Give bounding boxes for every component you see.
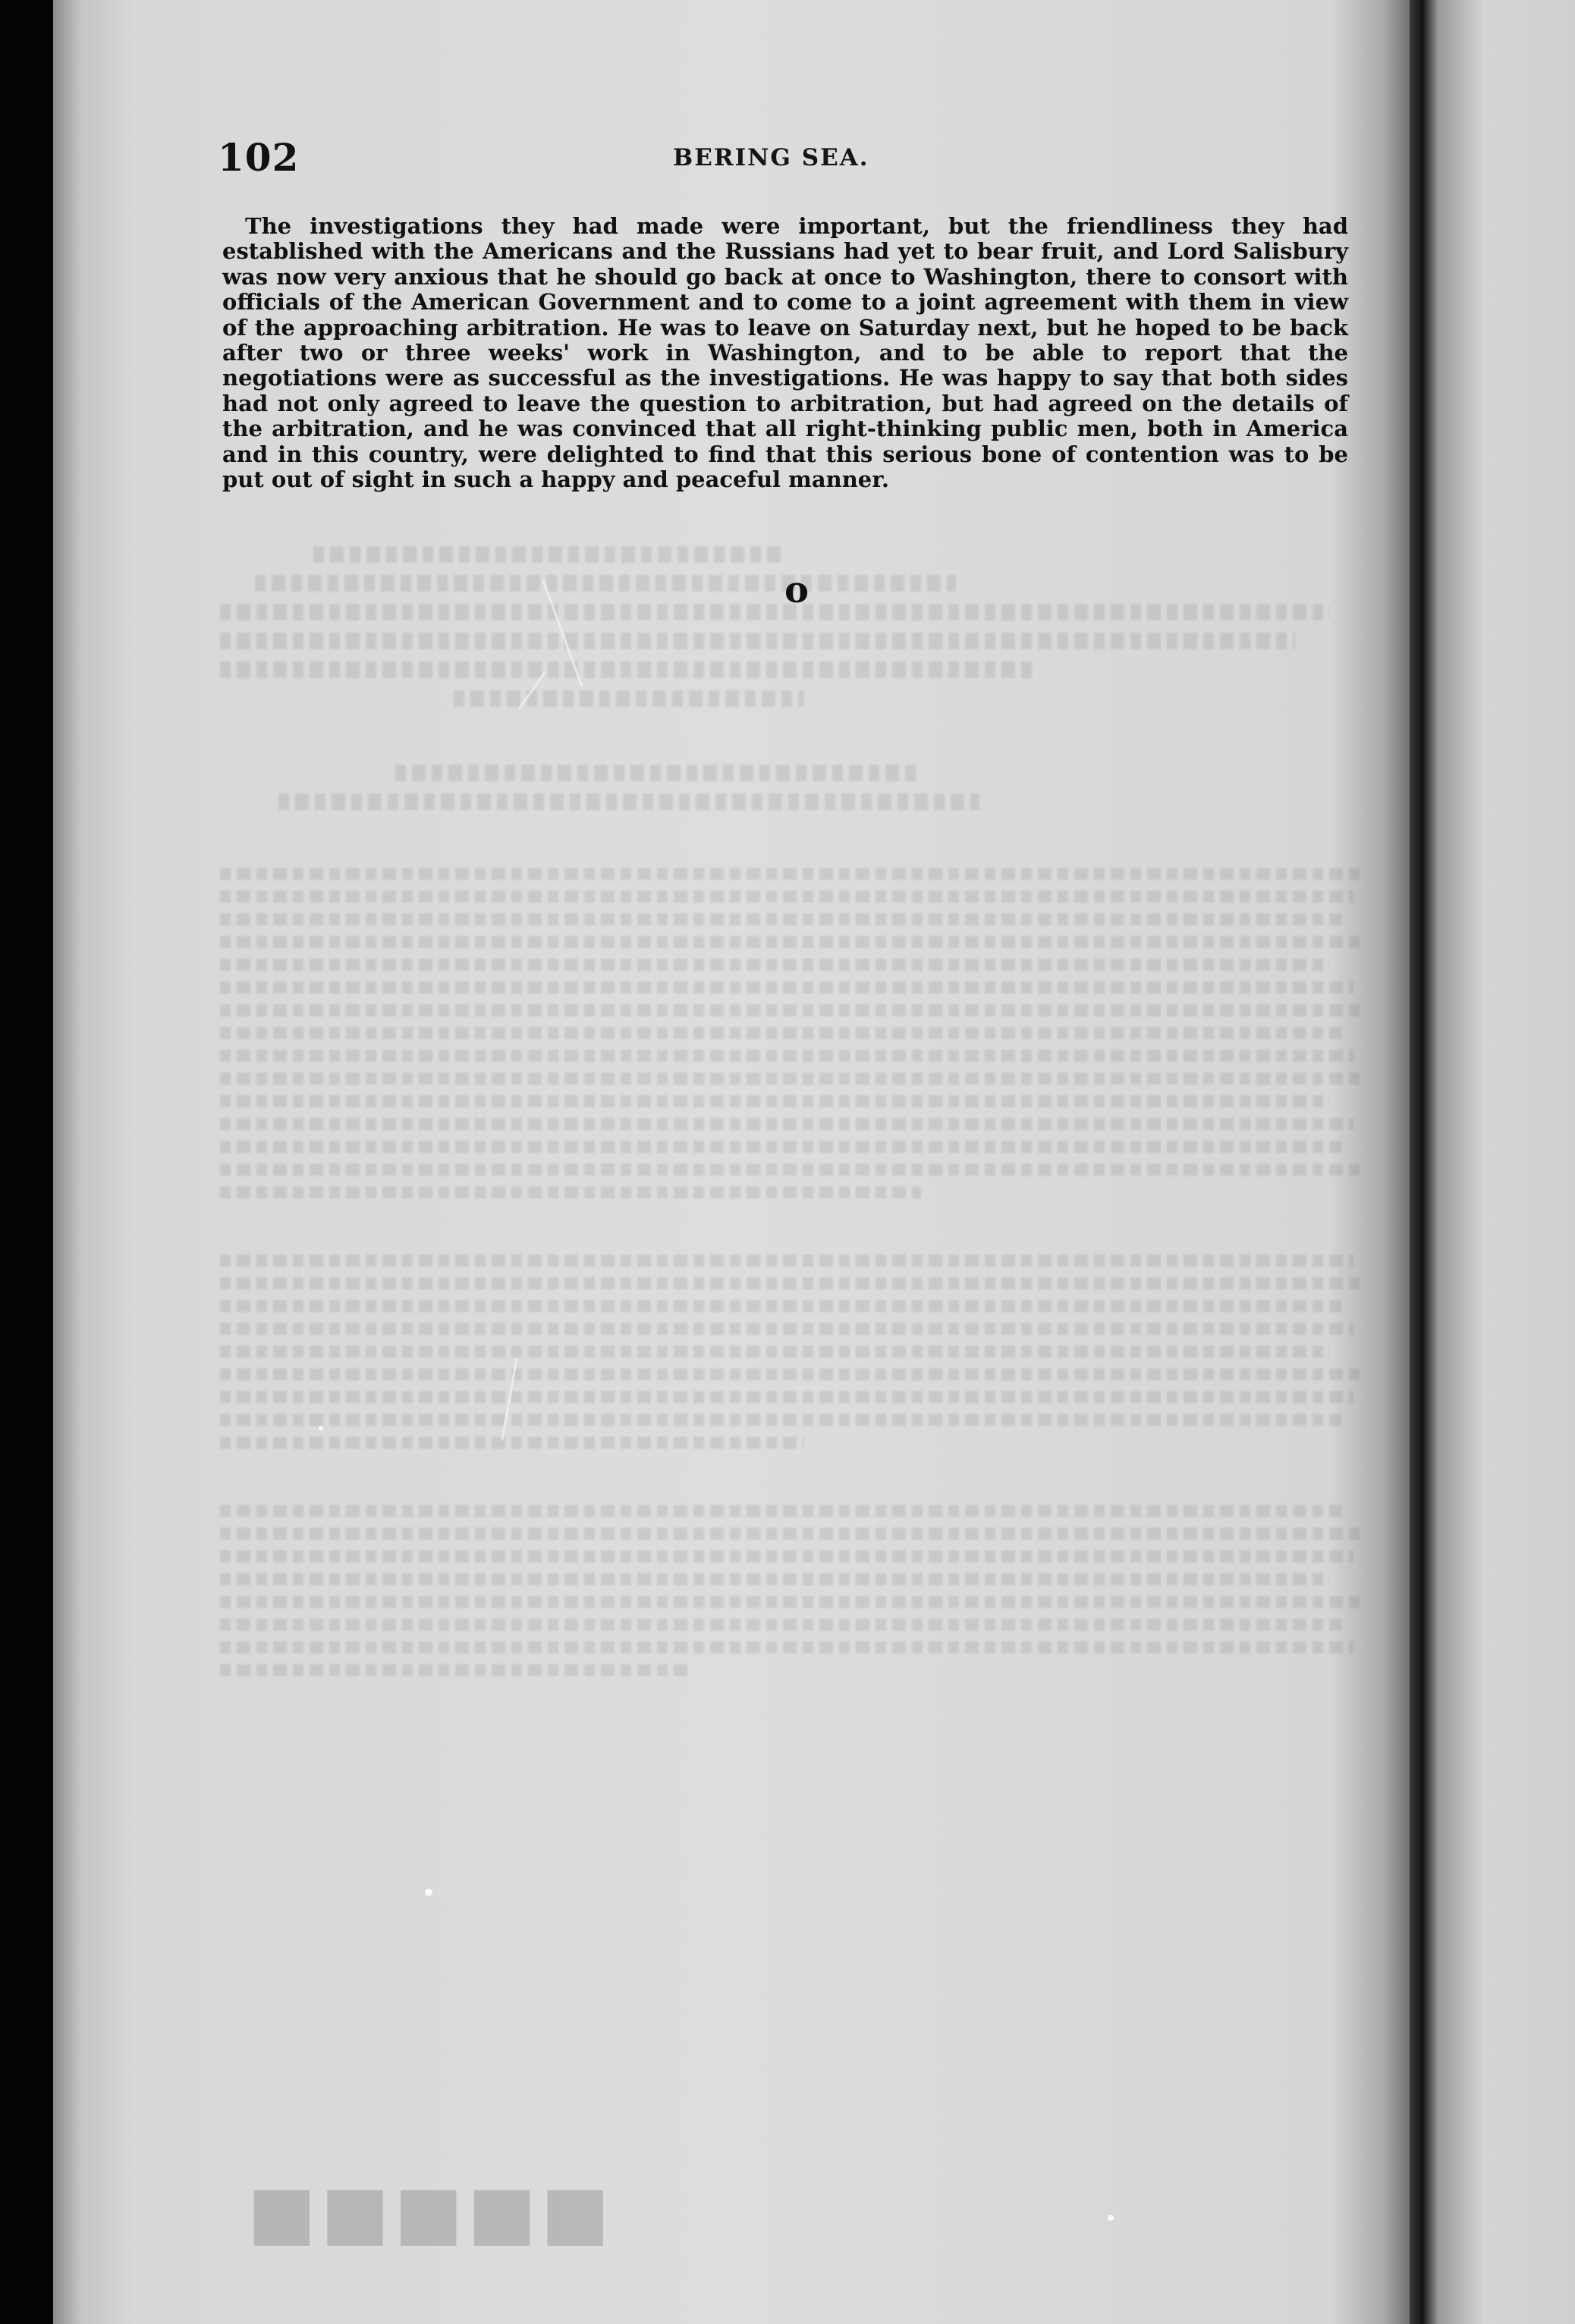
page-gutter (1410, 0, 1423, 2324)
page-number: 102 (218, 135, 300, 180)
mirrored-stamp-bleed: ■■■■■ (243, 2169, 610, 2254)
page-header (218, 135, 1379, 188)
running-title: BERING SEA. (673, 144, 869, 171)
adjacent-page-edge (1423, 0, 1575, 2324)
show-through-text (220, 546, 1388, 2253)
body-paragraph: The investigations they had made were important, but the friendliness they had established with the Americans and the Russians had yet to bear fruit, and Lord Salisbury was now very anxious that he should go back at once to Washington, there to consort with officials of the American Government and to come to a joint agreement with them in view of the approaching arbitration. He was to leave on Saturday next, but he hoped to be back after two or three weeks' work in Washington, and to be able to report that the negotiations were as successful as the investigations. He was happy to say that both sides had not only agreed to leave the question to arbitration, but had agreed on the details of the arbitration, and he was convinced that all right-thinking public men, both in America and in this country, were delighted to find that this serious bone of contention was to be put out of sight in such a happy and peaceful manner. (222, 213, 1348, 493)
section-end-ornament: o (784, 569, 809, 611)
